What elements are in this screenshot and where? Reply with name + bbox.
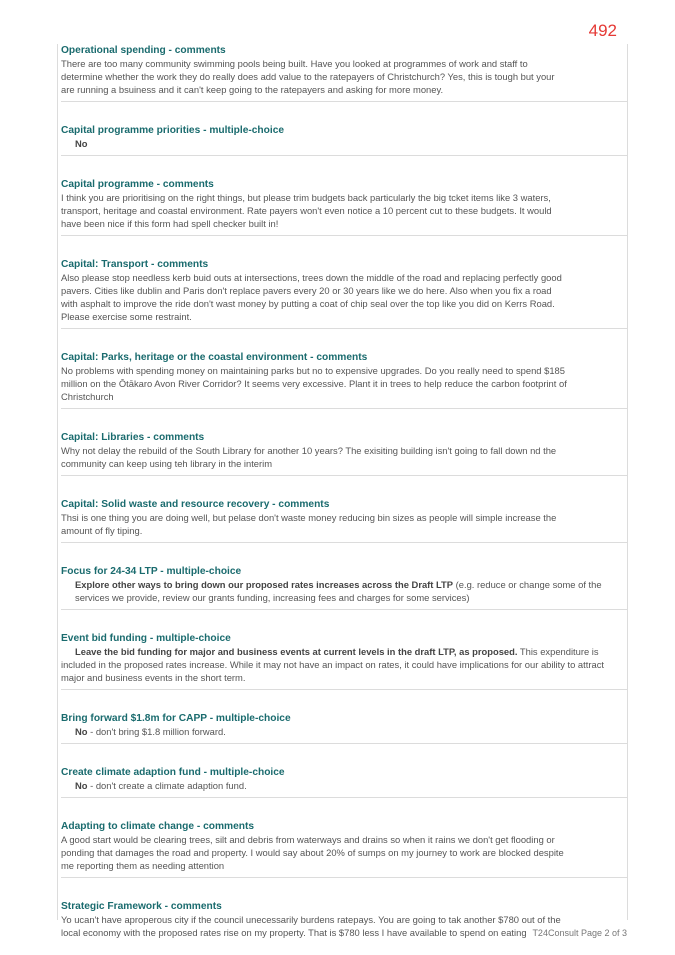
section-heading: Bring forward $1.8m for CAPP - multiple-choice [61,713,291,724]
section-choice [61,645,629,684]
right-margin-rule [627,44,628,920]
section-capital-programme-priorities [61,124,627,156]
section-heading: Focus for 24-34 LTP - multiple-choice [61,566,242,577]
section-capital-libraries [61,431,627,476]
choice-detail: (e.g. reduce or change some of the services we provide, review our grants funding, increasing fees and charges for some services) [75,579,602,603]
section-heading: Capital programme priorities - multiple-choice [61,125,285,136]
choice-answer: Leave the bid funding for major and business events at current levels in the draft LTP, as proposed. [75,646,518,657]
section-adapting-climate [61,820,627,878]
page-footer: T24Consult Page 2 of 3 [532,928,627,938]
choice-answer: No [75,780,88,791]
choice-answer: No [75,138,88,149]
section-choice [61,725,627,738]
section-focus-ltp [61,565,627,610]
section-heading: Capital: Transport - comments [61,259,209,270]
section-choice [61,779,627,792]
section-comment: A good start would be clearing trees, silt and debris from waterways and drains so when it rains we don't get flooding or ponding that damages the road and property. I would say about 20% of sumps on my journey to work are blocked despite me reporting them as needing attention [61,834,564,871]
section-heading: Adapting to climate change - comments [61,821,255,832]
section-heading: Operational spending - comments [61,45,226,56]
choice-answer: Explore other ways to bring down our proposed rates increases across the Draft LTP [75,579,454,590]
left-margin-rule [57,44,58,920]
section-heading: Capital: Parks, heritage or the coastal environment - comments [61,352,368,363]
choice-answer: No [75,726,88,737]
page-number: 492 [588,21,617,40]
section-climate-fund [61,766,627,798]
section-heading: Create climate adaption fund - multiple-choice [61,767,285,778]
section-capital-transport [61,258,627,329]
section-heading: Capital: Solid waste and resource recovery - comments [61,499,330,510]
section-comment: Thsi is one thing you are doing well, but pelase don't waste money reducing bin sizes as people will simple increase the amount of fly tiping. [61,512,557,536]
section-heading: Event bid funding - multiple-choice [61,633,231,644]
section-comment: No problems with spending money on maintaining parks but no to expensive upgrades. Do you really need to spend $185 million on the Ōtākaro Avon River Corridor? It seems very excessive. Plant it in trees to help reduce the carbon footprint of Christchurch [61,365,567,402]
section-comment: Why not delay the rebuild of the South Library for another 10 years? The exisiting building isn't going to fall down nd the community can keep using teh library in the interim [61,445,557,469]
section-operational-spending [61,44,627,102]
section-heading: Strategic Framework - comments [61,901,222,912]
submission-content [61,44,627,955]
section-capital-parks [61,351,627,409]
section-comment: Also please stop needless kerb buid outs at intersections, trees down the middle of the road and replacing perfectly good pavers. Cities like dublin and Paris don't replace pavers every 20 or 30 years like we do here. Also when you fix a road with asphalt to improve the ride don't wast money by putting a coat of chip seal over the top like you did on Kerrs Road. Please exercise some restraint. [61,272,562,322]
section-capp [61,712,627,744]
section-event-bid-funding [61,632,627,690]
section-comment: I think you are prioritising on the right things, but please trim budgets back particularly the big tcket items like 3 waters, transport, heritage and coastal environment. Rate payers won't even notice a 10 percent cut to these budgets. It would have been nice if this form had spell checker built in! [61,192,552,229]
section-heading: Capital programme - comments [61,179,214,190]
section-comment: Yo ucan't have aproperous city if the council unecessarily burdens ratepays. You are going to tak another $780 out of the local economy with the proposed rates rise on my property. That is $780 less I have available to spend on eating [61,914,561,938]
choice-detail: - don't bring $1.8 million forward. [87,726,226,737]
section-choice [61,578,629,604]
section-comment: There are too many community swimming pools being built. Have you looked at programmes of work and staff to determine whether the work they do really does add value to the ratepayers of Christchurch? Yes, this is tough but your are running a bsuiness and it can't keep going to the ratepayers and asking for more money. [61,58,555,95]
choice-detail: - don't create a climate adaption fund. [87,780,247,791]
section-heading: Capital: Libraries - comments [61,432,205,443]
section-choice [61,137,627,150]
section-capital-programme [61,178,627,236]
section-capital-solid-waste [61,498,627,543]
choice-detail: This expenditure is included in the proposed rates increase. While it may not have an impact on rates, it could have implications for our ability to attract major and business events in the short term. [61,646,604,683]
